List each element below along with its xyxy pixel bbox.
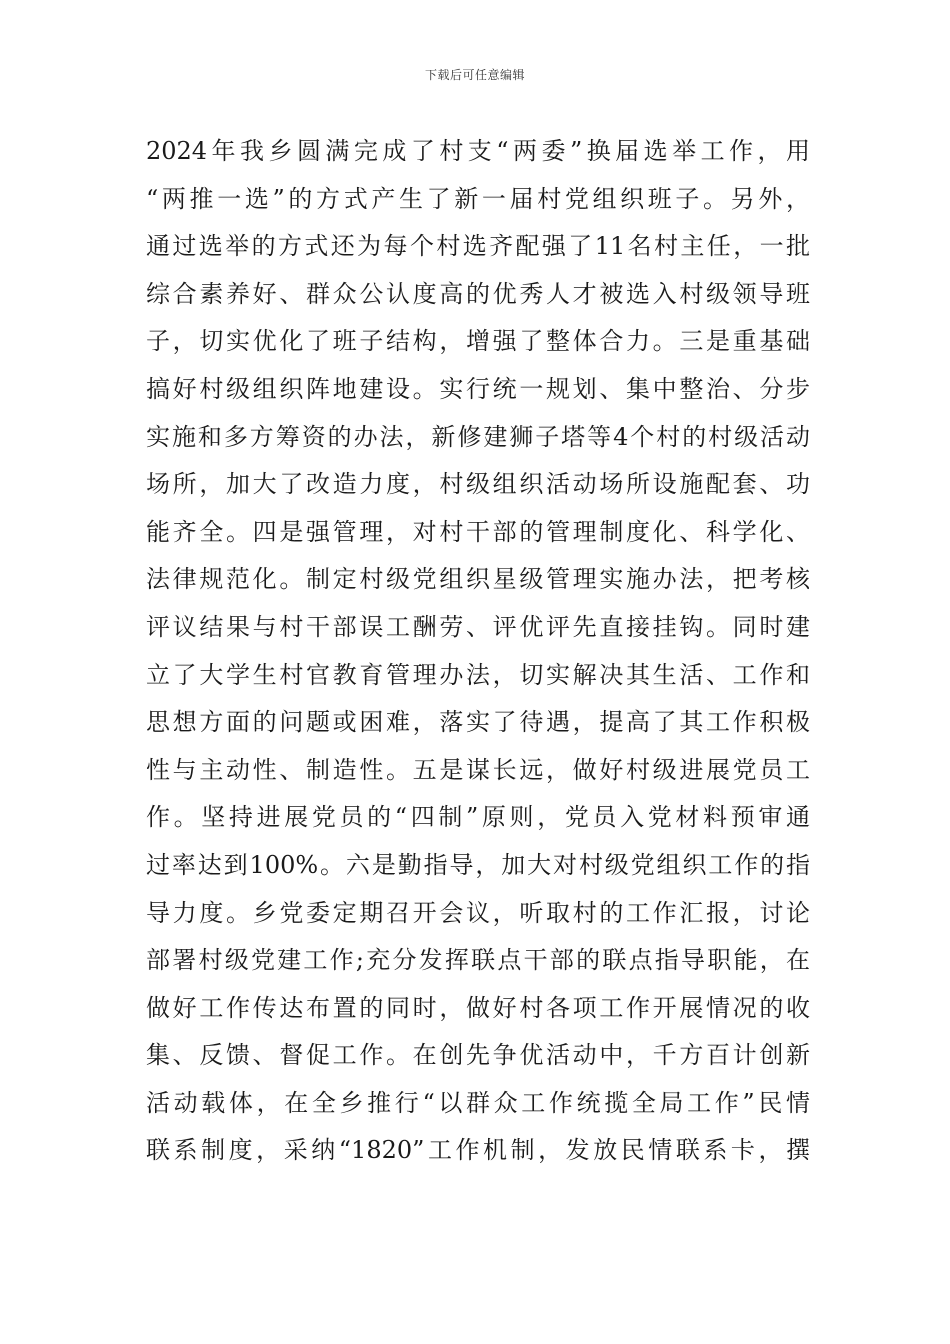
text-line: 性与主动性、制造性。五是谋长远，做好村级进展党员工: [146, 755, 810, 784]
text-line: 思想方面的问题或困难，落实了待遇，提高了其工作积极: [146, 708, 810, 737]
text-line: 法律规范化。制定村级党组织星级管理实施办法，把考核: [146, 565, 810, 594]
text-line: 实施和多方筹资的办法，新修建狮子塔等4个村的村级活动: [146, 422, 810, 451]
text-line: 作。坚持进展党员的“四制”原则，党员入党材料预审通: [146, 803, 810, 832]
text-line: 综合素养好、群众公认度高的优秀人才被选入村级领导班: [146, 279, 810, 308]
page-header: 下载后可任意编辑: [424, 68, 525, 82]
text-line: “两推一选”的方式产生了新一届村党组织班子。另外，: [146, 184, 810, 213]
text-line: 通过选举的方式还为每个村选齐配强了11名村主任，一批: [146, 232, 810, 261]
text-line: 做好工作传达布置的同时，做好村各项工作开展情况的收: [146, 993, 810, 1022]
text-line: 2024年我乡圆满完成了村支“两委”换届选举工作，用: [146, 137, 810, 165]
text-line: 搞好村级组织阵地建设。实行统一规划、集中整治、分步: [146, 374, 810, 403]
text-line: 联系制度，采纳“1820”工作机制，发放民情联系卡，撰: [146, 1136, 810, 1165]
text-line: 评议结果与村干部误工酬劳、评优评先直接挂钩。同时建: [146, 612, 810, 641]
text-line: 场所，加大了改造力度，村级组织活动场所设施配套、功: [146, 470, 810, 499]
text-line: 子，切实优化了班子结构，增强了整体合力。三是重基础: [146, 327, 810, 356]
text-line: 导力度。乡党委定期召开会议，听取村的工作汇报，讨论: [146, 898, 810, 927]
text-line: 活动载体，在全乡推行“以群众工作统揽全局工作”民情: [146, 1088, 810, 1117]
text-line: 能齐全。四是强管理，对村干部的管理制度化、科学化、: [146, 517, 810, 546]
text-line: 集、反馈、督促工作。在创先争优活动中，千方百计创新: [146, 1041, 810, 1070]
text-line: 部署村级党建工作;充分发挥联点干部的联点指导职能，在: [146, 946, 810, 975]
text-line: 立了大学生村官教育管理办法，切实解决其生活、工作和: [146, 660, 810, 689]
document-body: [146, 128, 810, 1175]
text-line: 过率达到100%。六是勤指导，加大对村级党组织工作的指: [146, 850, 810, 879]
